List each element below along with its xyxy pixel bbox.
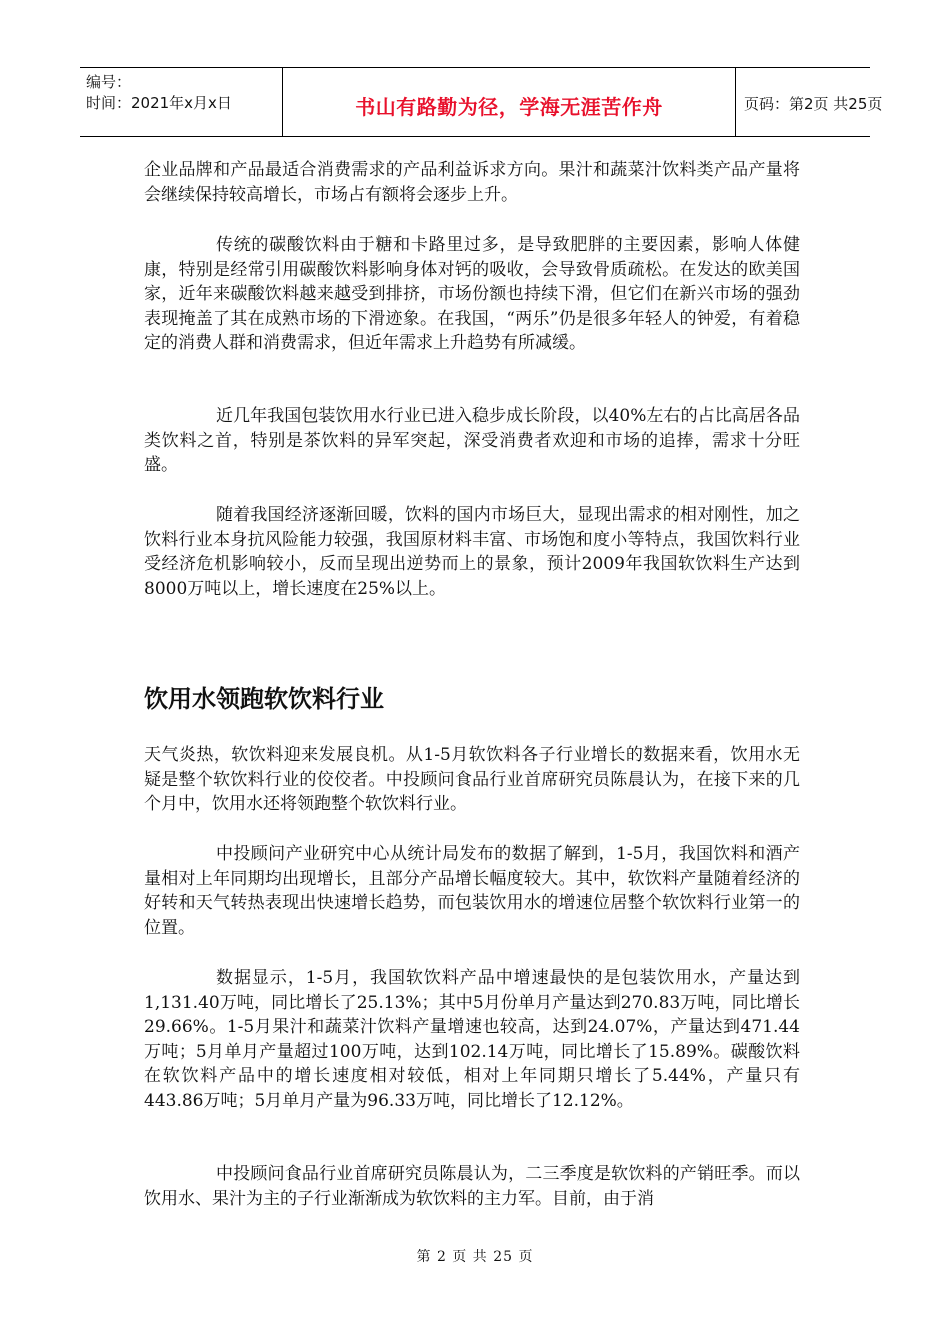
header-motto: 书山有路勤为径，学海无涯苦作舟 xyxy=(355,95,663,119)
section-paragraph-statistics: 中投顾问产业研究中心从统计局发布的数据了解到，1-5月，我国饮料和酒产量相对上年同期均出现增长，且部分产品增长幅度较大。其中，软饮料产量随着经济的好转和天气转热表现出快速增长趋势，而包装饮用水的增速位居整个软饮料行业第一的位置。 xyxy=(144,844,800,938)
paragraph-carbonated-drinks: 传统的碳酸饮料由于糖和卡路里过多，是导致肥胖的主要因素，影响人体健康，特别是经常引用碳酸饮料影响身体对钙的吸收，会导致骨质疏松。在发达的欧美国家，近年来碳酸饮料越来越受到排挤，市场份额也持续下滑，但它们在新兴市场的强劲表现掩盖了其在成熟市场的下滑迹象。在我国，“两乐”仍是很多年轻人的钟爱，有着稳定的消费人群和消费需求，但近年需求上升趋势有所减缓。 xyxy=(144,235,800,353)
header-page-label: 页码：第2页 共25页 xyxy=(744,95,883,113)
section-paragraph-season: 中投顾问食品行业首席研究员陈晨认为，二三季度是软饮料的产销旺季。而以饮用水、果汁为主的子行业渐渐成为软饮料的主力军。目前，由于消 xyxy=(144,1164,800,1209)
page-header xyxy=(80,67,883,137)
document-number-label: 编号： xyxy=(86,73,132,91)
paragraph-continuation: 企业品牌和产品最适合消费需求的产品利益诉求方向。果汁和蔬菜汁饮料类产品产量将会继续保持较高增长，市场占有额将会逐步上升。 xyxy=(144,160,800,205)
paragraph-economy-recovery: 随着我国经济逐渐回暖，饮料的国内市场巨大，显现出需求的相对刚性，加之饮料行业本身抗风险能力较强，我国原材料丰富、市场饱和度小等特点，我国饮料行业受经济危机影响较小，反而呈现出逆势而上的景象，预计2009年我国软饮料生产达到8000万吨以上，增长速度在25%以上。 xyxy=(144,505,800,599)
section-heading: 饮用水领跑软饮料行业 xyxy=(144,685,384,713)
header-page-cell xyxy=(736,68,883,136)
section-paragraph-intro: 天气炎热，软饮料迎来发展良机。从1-5月软饮料各子行业增长的数据来看，饮用水无疑是整个软饮料行业的佼佼者。中投顾问食品行业首席研究员陈晨认为，在接下来的几个月中，饮用水还将领跑整个软饮料行业。 xyxy=(144,745,800,814)
page-footer: 第 2 页 共 25 页 xyxy=(416,1249,534,1265)
section-paragraph-data: 数据显示，1-5月，我国软饮料产品中增速最快的是包装饮用水，产量达到1,131.40万吨，同比增长了25.13%；其中5月份单月产量达到270.83万吨，同比增长29.66%。1-5月果汁和蔬菜汁饮料产量增速也较高，达到24.07%，产量达到471.44万吨；5月单月产量超过100万吨，达到102.14万吨，同比增长了15.89%。碳酸饮料在软饮料产品中的增长速度相对较低，相对上年同期只增长了5.44%，产量只有443.86万吨；5月单月产量为96.33万吨，同比增长了12.12%。 xyxy=(144,968,800,1111)
header-info-cell xyxy=(80,68,283,136)
document-time-label: 时间：2021年x月x日 xyxy=(86,94,232,112)
header-motto-cell xyxy=(283,68,736,136)
paragraph-packaged-water: 近几年我国包装饮用水行业已进入稳步成长阶段，以40%左右的占比高居各品类饮料之首，特别是茶饮料的异军突起，深受消费者欢迎和市场的追捧，需求十分旺盛。 xyxy=(144,406,800,475)
